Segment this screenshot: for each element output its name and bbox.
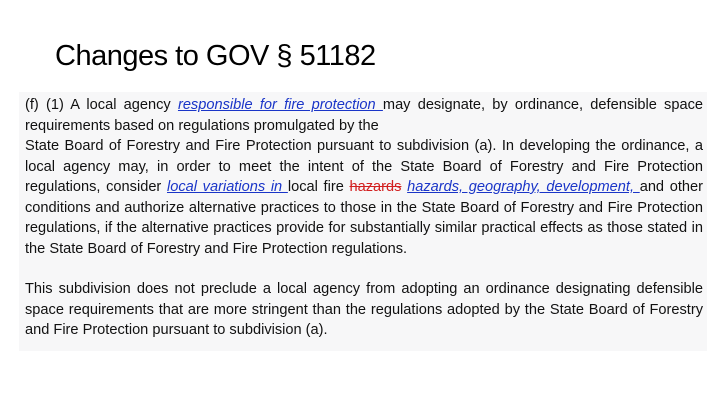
inserted-text-hazards-geography-development: hazards, geography, development, — [407, 179, 640, 195]
paragraph-subdivision-note: This subdivision does not preclude a local agency from adopting an ordinance designating defensible space requirements that are more stringent than the regulations adopted by the State Board of Forestry and Fire Protection pursuant to subdivision (a). — [25, 281, 703, 338]
statute-text-block — [19, 92, 707, 351]
text-segment: (f) (1) A local agency — [25, 97, 178, 113]
text-segment: State Board of Forestry and Fire Protection pursuant to subdivision (a). In developing the ordinance, a local agency may, in order to meet the intent of the State Board of Forestry and Fire Protection regulations, consider — [25, 138, 703, 195]
text-segment: local fire — [287, 179, 350, 195]
slide-title: Changes to GOV § 51182 — [55, 40, 376, 72]
inserted-text-responsible-fire-protection: responsible for fire protection — [177, 97, 383, 113]
paragraph-f1 — [25, 95, 703, 259]
text-segment: and other conditions and authorize alternative practices to those in the State Board of Forestry and Fire Protection regulations, if the alternative practices provide for substantially similar practical effects as those stated in the State Board of Forestry and Fire Protection regulations. — [25, 179, 703, 257]
inserted-text-local-variations: local variations in — [166, 179, 288, 195]
deleted-text-hazards: hazards — [349, 179, 402, 195]
text-segment: may designate, by ordinance, defensible space requirements based on regulations promulgated by the — [25, 97, 704, 134]
